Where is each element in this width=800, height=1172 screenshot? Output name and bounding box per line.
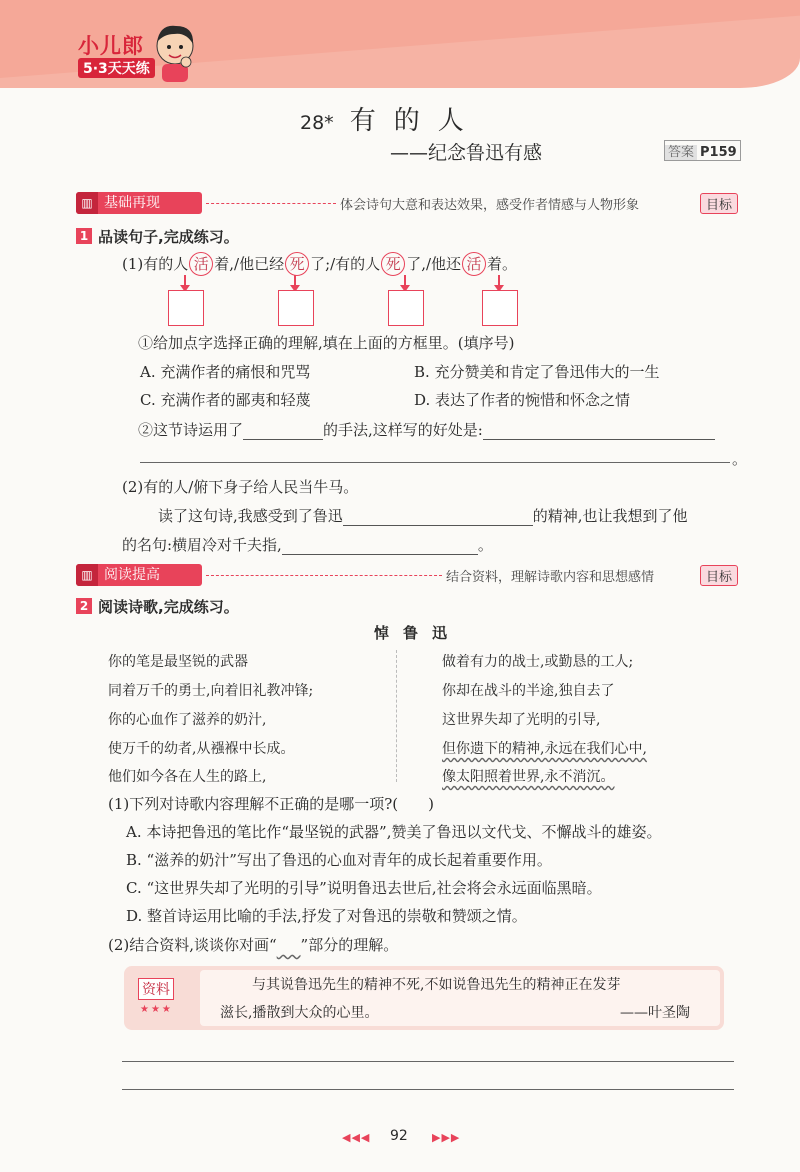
q1-instruction-2: ②这节诗运用了 的手法,这样写的好处是: <box>138 419 715 440</box>
option-c: C. 充满作者的鄙夷和轻蔑 <box>140 391 311 409</box>
wavy-sample <box>277 936 301 954</box>
option-c: C. “这世界失却了光明的引导”说明鲁迅去世后,社会将会永远面临黑暗。 <box>126 879 602 897</box>
marked-char: 活 <box>462 252 486 276</box>
question-number: 1 <box>76 228 92 244</box>
poem-line: 你却在战斗的半途,独自去了 <box>442 683 615 699</box>
star-icon: ★★★ <box>140 1004 173 1015</box>
fill-blank[interactable] <box>282 536 478 555</box>
marked-char: 死 <box>381 252 405 276</box>
poem-title: 悼鲁迅 <box>374 624 462 642</box>
poem-line: 这世界失却了光明的引导, <box>442 712 601 728</box>
goal-badge: 目标 <box>700 565 738 586</box>
poem-line: 你的笔是最坚锐的武器 <box>108 654 248 670</box>
lesson-title: 有的人 <box>349 106 482 136</box>
next-arrows-icon: ▶▶▶ <box>432 1131 461 1144</box>
answer-line[interactable] <box>140 462 730 463</box>
end-mark: 。 <box>732 450 748 468</box>
poem-line: 同着万千的勇士,向着旧礼教冲锋; <box>108 683 314 699</box>
lesson-number: 28* <box>300 112 334 134</box>
poem-line-underlined: 但你遗下的精神,永远在我们心中, <box>442 741 647 757</box>
poem-divider <box>396 650 397 782</box>
poem-line: 使万千的幼者,从襁褓中长成。 <box>108 741 295 757</box>
q1-sub2: (2)有的人/俯下身子给人民当牛马。 <box>122 478 359 496</box>
q2-sub1: (1)下列对诗歌内容理解不正确的是哪一项?( ) <box>108 795 434 813</box>
lesson-title-row <box>300 100 520 137</box>
down-arrow-icon <box>404 275 406 289</box>
answer-line[interactable] <box>122 1061 734 1062</box>
poem-line-underlined: 像太阳照着世界,永不消沉。 <box>442 769 615 785</box>
book-icon: ▥ <box>76 192 98 214</box>
option-b: B. 充分赞美和肯定了鲁迅伟大的一生 <box>414 363 660 381</box>
q1-sub2-line1: 读了这句诗,我感受到了鲁迅 的精神,也让我想到了他 <box>158 507 688 525</box>
answer-box[interactable] <box>388 290 424 326</box>
option-b: B. “滋养的奶汁”写出了鲁迅的心血对青年的成长起着重要作用。 <box>126 851 552 869</box>
answer-box[interactable] <box>482 290 518 326</box>
question-title: 品读句子,完成练习。 <box>98 228 239 246</box>
reference-line-1: 与其说鲁迅先生的精神不死,不如说鲁迅先生的精神正在发芽 <box>252 977 621 993</box>
section-goal-text: 结合资料，理解诗歌内容和思想感情 <box>446 570 655 585</box>
reference-line-2: 滋长,播散到大众的心里。 <box>220 1005 379 1021</box>
reference-label: 资料 <box>138 978 174 1000</box>
question-title: 阅读诗歌,完成练习。 <box>98 598 239 616</box>
series-label: 5·3天天练 <box>78 58 155 78</box>
book-icon: ▥ <box>76 564 98 586</box>
marked-char: 活 <box>189 252 213 276</box>
section-goal-text: 体会诗句大意和表达效果，感受作者情感与人物形象 <box>340 198 640 213</box>
fill-blank[interactable] <box>483 421 715 440</box>
lesson-subtitle: ——纪念鲁迅有感 <box>390 142 543 164</box>
option-a: A. 充满作者的痛恨和咒骂 <box>140 363 311 381</box>
section-divider <box>206 575 442 576</box>
goal-badge: 目标 <box>700 193 738 214</box>
q1-sentence: (1)有的人 活 着,/他已经 死 了;/有的人 死 了,/他还 活 着。 <box>122 252 517 276</box>
q1-instruction-1: ①给加点字选择正确的理解,填在上面的方框里。(填序号) <box>138 334 515 352</box>
option-a: A. 本诗把鲁迅的笔比作“最坚锐的武器”,赞美了鲁迅以文代戈、不懈战斗的雄姿。 <box>126 823 662 841</box>
answer-line[interactable] <box>122 1089 734 1090</box>
poem-line: 你的心血作了滋养的奶汁, <box>108 712 267 728</box>
page-number: 92 <box>390 1128 408 1144</box>
section-divider <box>206 203 336 204</box>
section-tag-basic: ▥ 基础再现 <box>76 192 202 214</box>
section-tag-reading: ▥ 阅读提高 <box>76 564 202 586</box>
answer-reference <box>664 140 741 161</box>
reference-author: ——叶圣陶 <box>620 1005 690 1021</box>
down-arrow-icon <box>294 275 296 289</box>
q2-sub2: (2)结合资料,谈谈你对画“ ”部分的理解。 <box>108 936 399 954</box>
option-d: D. 表达了作者的惋惜和怀念之情 <box>414 391 631 409</box>
question-number: 2 <box>76 598 92 614</box>
marked-char: 死 <box>285 252 309 276</box>
prev-arrows-icon: ◀◀◀ <box>342 1131 371 1144</box>
answer-box[interactable] <box>278 290 314 326</box>
down-arrow-icon <box>184 275 186 289</box>
answer-box[interactable] <box>168 290 204 326</box>
fill-blank[interactable] <box>343 507 533 526</box>
poem-line: 做着有力的战士,或勤恳的工人; <box>442 654 634 670</box>
down-arrow-icon <box>498 275 500 289</box>
fill-blank[interactable] <box>243 421 323 440</box>
poem-line: 他们如今各在人生的路上, <box>108 769 267 785</box>
answer-label: 答案 <box>665 145 697 160</box>
answer-page: P159 <box>700 145 737 160</box>
q1-sub2-line2: 的名句:横眉冷对千夫指, 。 <box>122 536 493 554</box>
option-d: D. 整首诗运用比喻的手法,抒发了对鲁迅的崇敬和赞颂之情。 <box>126 907 527 925</box>
mascot-icon <box>150 20 200 82</box>
brand-logo: 小儿郎 <box>78 34 144 58</box>
